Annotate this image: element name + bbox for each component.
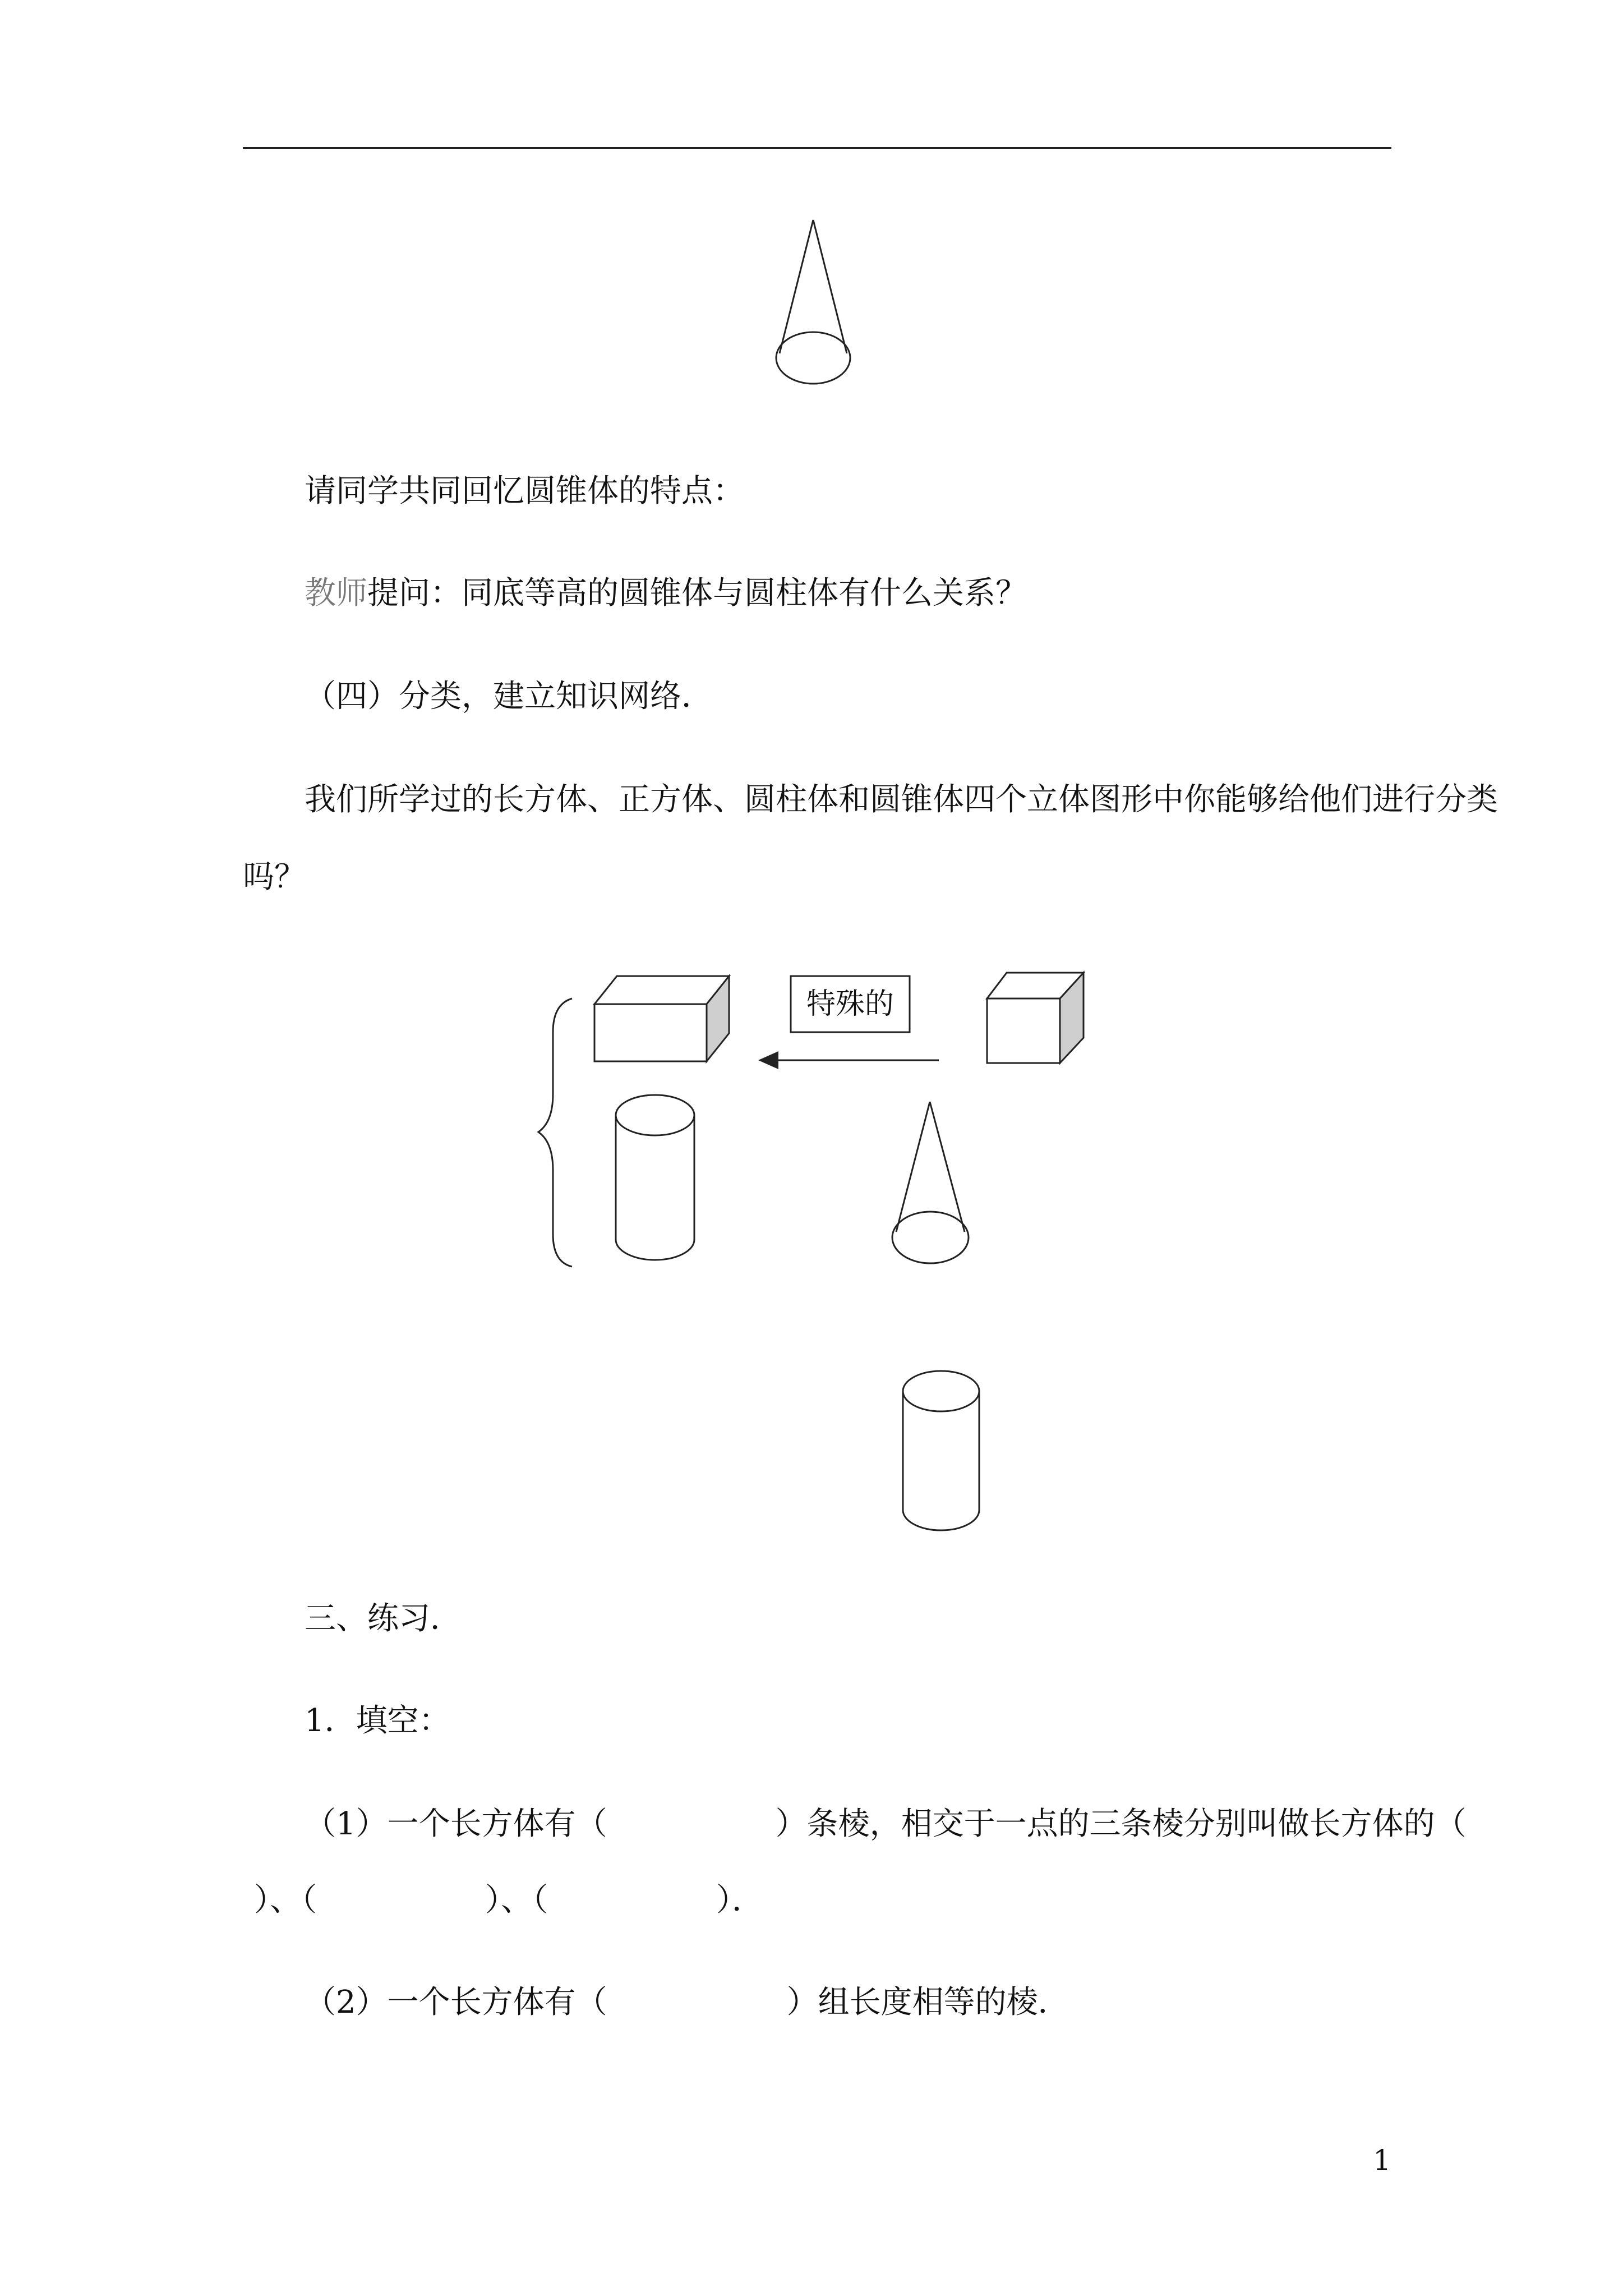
cone-edge-right <box>813 220 847 353</box>
paragraph-classify-question-line2: 吗？ <box>243 859 306 895</box>
header-rule <box>243 147 1391 149</box>
section-three-heading: 三、练习． <box>305 1600 462 1637</box>
q1-1-part-d: ）、（ <box>485 1882 548 1918</box>
grouping-brace <box>538 999 572 1267</box>
question-1-1-line2 <box>243 1874 1391 1927</box>
cone-base <box>776 332 850 384</box>
arrow-head <box>758 1051 778 1069</box>
special-label-text: 特殊的 <box>806 987 895 1021</box>
paragraph-classify-question-line1: 我们所学过的长方体、正方体、圆柱体和圆锥体四个立体图形中你能够给他们进行分类 <box>305 781 1498 818</box>
paragraph-teacher-question <box>243 567 1453 620</box>
question-1-1-line1 <box>243 1797 1467 1851</box>
q1-2-part-a: （2）一个长方体有（ <box>305 1984 607 2021</box>
heading-classification: （四）分类，建立知识网络． <box>305 678 713 715</box>
cone-shape-center <box>892 1102 969 1263</box>
question-1-heading: 1．填空： <box>305 1703 450 1739</box>
q1-1-part-b: ）条棱，相交于一点的三条棱分别叫做长方体的（ <box>775 1806 1467 1842</box>
teacher-question-text: 提问：同底等高的圆锥体与圆柱体有什么关系？ <box>367 575 1027 611</box>
q1-1-part-c: ）、（ <box>254 1882 317 1918</box>
cylinder-shape-bottom <box>903 1371 979 1530</box>
cone-figure-top <box>763 213 864 393</box>
cylinder-shape-left <box>616 1095 694 1260</box>
cuboid-shape <box>594 976 729 1061</box>
q1-1-part-e: ）． <box>716 1882 763 1918</box>
cube-shape <box>987 973 1083 1063</box>
cone-edge-left <box>780 220 813 353</box>
paragraph-recall-cone: 请同学共同回忆圆锥体的特点： <box>305 473 744 509</box>
page-number: 1 <box>1373 2144 1391 2177</box>
q1-1-part-a: （1）一个长方体有（ <box>305 1806 607 1842</box>
classification-diagram <box>533 954 1122 1543</box>
question-1-2 <box>243 1976 1453 2030</box>
q1-2-part-b: ）组长度相等的棱． <box>786 1984 1069 2021</box>
teacher-label: 教师 <box>305 575 367 611</box>
